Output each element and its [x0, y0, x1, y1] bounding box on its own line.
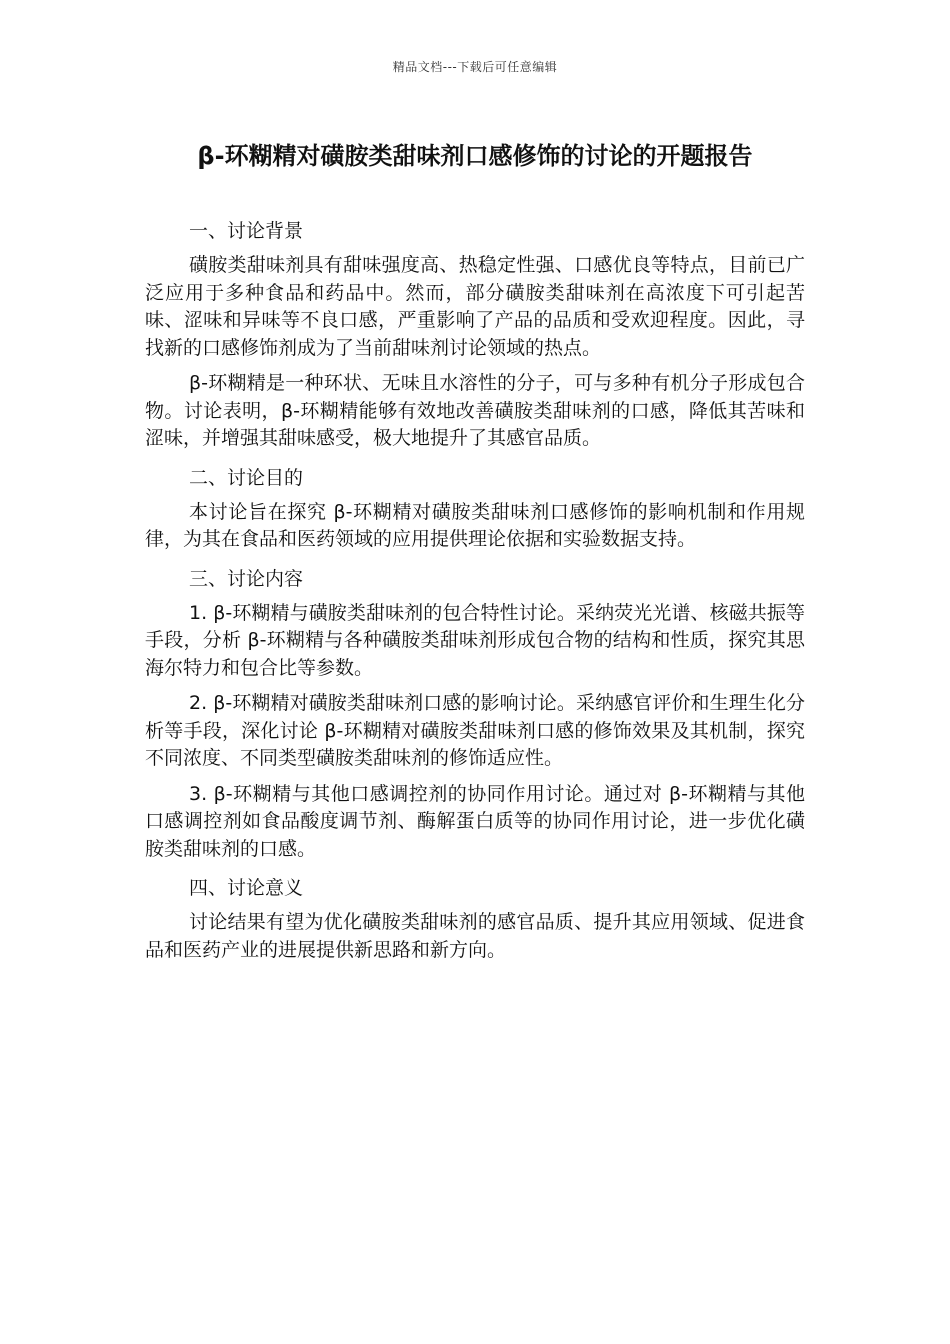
section-heading: 四、讨论意义 [189, 877, 304, 899]
paragraph: 3. β-环糊精与其他口感调控剂的协同作用讨论。通过对 β-环糊精与其他口感调控剂如食品酸度调节剂、酶解蛋白质等的协同作用讨论，进一步优化磺胺类甜味剂的口感。 [145, 782, 805, 860]
header-note: 精品文档---下载后可任意编辑 [392, 60, 558, 74]
section-purpose [145, 461, 805, 554]
paragraph: 本讨论旨在探究 β-环糊精对磺胺类甜味剂口感修饰的影响机制和作用规律，为其在食品和医药领域的应用提供理论依据和实验数据支持。 [145, 500, 805, 550]
paragraph: 讨论结果有望为优化磺胺类甜味剂的感官品质、提升其应用领域、促进食品和医药产业的进展提供新思路和新方向。 [145, 911, 805, 961]
document-body [145, 214, 805, 972]
section-heading: 一、讨论背景 [189, 220, 304, 242]
document-title: β-环糊精对磺胺类甜味剂口感修饰的讨论的开题报告 [197, 142, 753, 170]
paragraph: 2. β-环糊精对磺胺类甜味剂口感的影响讨论。采纳感官评价和生理生化分析等手段，深化讨论 β-环糊精对磺胺类甜味剂口感的修饰效果及其机制，探究不同浓度、不同类型磺胺类甜味剂的修饰适应性。 [145, 692, 805, 769]
section-heading: 三、讨论内容 [189, 567, 304, 590]
section-background [145, 214, 805, 453]
paragraph: β-环糊精是一种环状、无味且水溶性的分子，可与多种有机分子形成包合物。讨论表明，β-环糊精能够有效地改善磺胺类甜味剂的口感，降低其苦味和涩味，并增强其甜味感受，极大地提升了其感官品质。 [145, 372, 805, 449]
paragraph: 1. β-环糊精与磺胺类甜味剂的包合特性讨论。采纳荧光光谱、核磁共振等手段，分析 β-环糊精与各种磺胺类甜味剂形成包合物的结构和性质，探究其思海尔特力和包合比等参数。 [145, 601, 805, 679]
section-significance [145, 871, 805, 964]
paragraph: 磺胺类甜味剂具有甜味强度高、热稳定性强、口感优良等特点，目前已广泛应用于多种食品和药品中。然而，部分磺胺类甜味剂在高浓度下可引起苦味、涩味和异味等不良口感，严重影响了产品的品质和受欢迎程度。因此，寻找新的口感修饰剂成为了当前甜味剂讨论领域的热点。 [145, 254, 805, 359]
section-content [145, 562, 805, 864]
section-heading: 二、讨论目的 [189, 466, 304, 489]
